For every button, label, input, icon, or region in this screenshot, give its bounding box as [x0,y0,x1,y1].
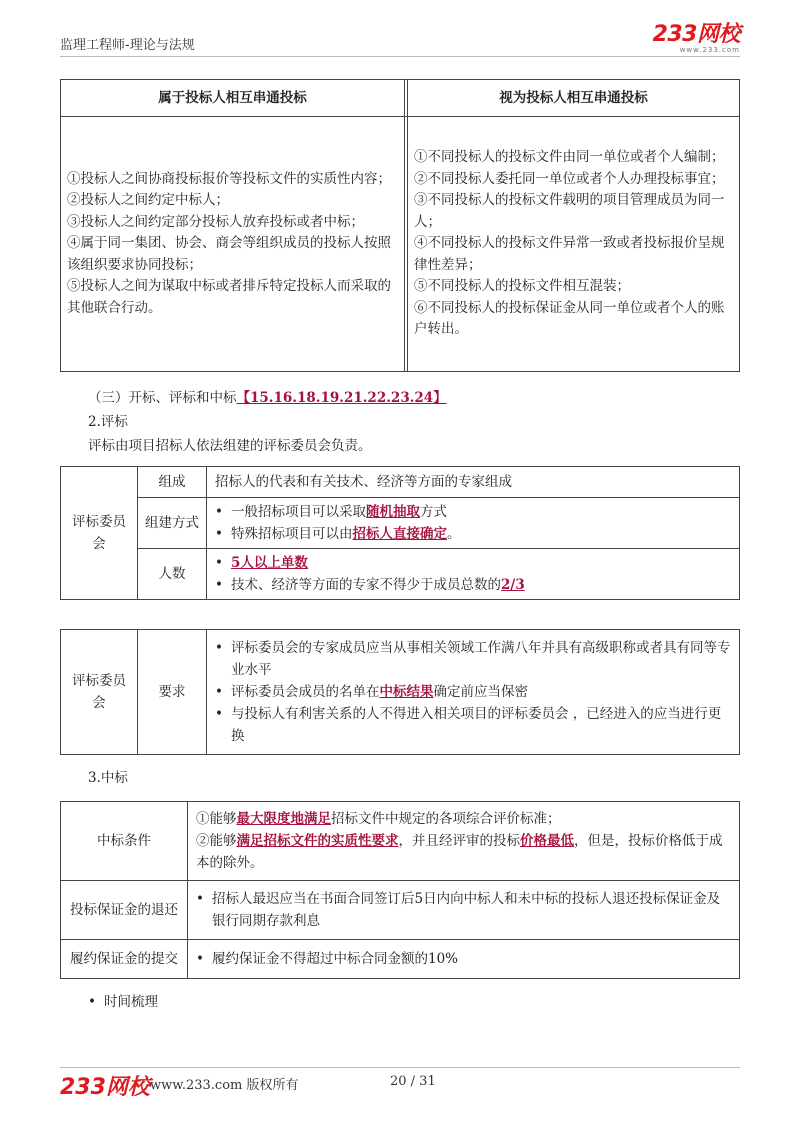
row-label-formation: 组建方式 [138,498,207,549]
collusion-col2-item: ①不同投标人的投标文件由同一单位或者个人编制； [413,149,725,166]
collusion-col1-item: ③投标人之间约定部分投标人放弃投标或者中标； [67,213,364,230]
subheading-evaluation: 2.评标 [88,414,128,430]
performance-bond-bullet: • 履约保证金不得超过中标合同金额的10% [196,948,731,970]
page-number: 20 / 31 [390,1074,436,1089]
bid-bond-refund-bullet: • 招标人最迟应当在书面合同签订后5日内向中标人和未中标的投标人退还投标保证金及银行同期存款利息 [196,888,731,932]
timeline-bullet: • 时间梳理 [88,990,158,1010]
collusion-table [60,79,740,372]
collusion-col2-header: 视为投标人相互串通投标 [407,80,739,117]
collusion-col2-cell [407,117,739,372]
collusion-col2-item: ⑤不同投标人的投标文件相互混装； [413,278,630,295]
collusion-col1-item: ①投标人之间协商投标报价等投标文件的实质性内容； [67,170,391,187]
award-condition-2: ②能够满足招标文件的实质性要求，并且经评审的投标价格最低，但是，投标价格低于成本的除外。 [196,833,723,871]
footer-site: www.233.com 版权所有 [150,1078,299,1093]
requirements-group-label: 评标委员会 [61,630,138,755]
collusion-col1-item: ④属于同一集团、协会、商会等组织成员的投标人按照该组织要求协同投标； [67,235,391,273]
formation-bullet-1: • 一般招标项目可以采取随机抽取方式 [215,501,731,523]
collusion-col1-item: ②投标人之间约定中标人； [67,192,229,209]
logo-url: www.233.com [679,46,740,54]
row-label-composition: 组成 [138,467,207,498]
row-label-bid-bond-refund: 投标保证金的退还 [61,881,188,940]
exam-years-link[interactable]: 【15.16.18.19.21.22.23.24】 [236,390,447,406]
row-label-performance-bond: 履约保证金的提交 [61,940,188,979]
award-table [60,801,740,979]
page-header [60,22,740,57]
evaluation-intro: 评标由项目招标人依法组建的评标委员会负责。 [88,438,372,454]
composition-text: 招标人的代表和有关技术、经济等方面的专家组成 [207,467,740,498]
row-label-award-conditions: 中标条件 [61,802,188,881]
collusion-col2-item: ②不同投标人委托同一单位或者个人办理投标事宜； [413,170,725,187]
committee-table [60,466,740,600]
page-footer [60,1067,740,1100]
formation-bullet-2: • 特殊招标项目可以由招标人直接确定。 [215,523,731,545]
formation-cell [207,498,740,549]
collusion-col2-item: ④不同投标人的投标文件异常一致或者投标报价呈规律性差异； [413,235,725,273]
subheading-award: 3.中标 [88,770,128,786]
count-bullet-2: • 技术、经济等方面的专家不得少于成员总数的2/3 [215,574,731,596]
collusion-col1-item: ⑤投标人之间为谋取中标或者排斥特定投标人而采取的其他联合行动。 [67,278,391,316]
count-cell [207,549,740,600]
row-label-count: 人数 [138,549,207,600]
performance-bond-cell [188,940,740,979]
requirement-bullet-2: • 评标委员会成员的名单在中标结果确定前应当保密 [215,681,731,703]
document-title: 监理工程师-理论与法规 [60,38,195,53]
footer-logo[interactable]: 233网校 [60,1075,150,1100]
collusion-col1-cell [61,117,405,372]
award-conditions-cell [188,802,740,881]
collusion-col1-header: 属于投标人相互串通投标 [61,80,405,117]
committee-requirements-table [60,629,740,755]
bid-bond-refund-cell [188,881,740,940]
requirements-cell [207,630,740,755]
collusion-col2-item: ③不同投标人的投标文件载明的项目管理成员为同一人； [413,192,725,230]
award-condition-1: ①能够最大限度地满足招标文件中规定的各项综合评价标准； [196,811,561,827]
requirement-bullet-3: • 与投标人有利害关系的人不得进入相关项目的评标委员会 ，已经进入的应当进行更换 [215,703,731,747]
committee-group-label: 评标委员会 [61,467,138,600]
section-heading: （三）开标、评标和中标【15.16.18.19.21.22.23.24】 [88,390,447,406]
brand-logo[interactable] [653,24,740,54]
row-label-requirements: 要求 [138,630,207,755]
collusion-col2-item: ⑥不同投标人的投标保证金从同一单位或者个人的账户转出。 [413,299,725,338]
requirement-bullet-1: • 评标委员会的专家成员应当从事相关领域工作满八年并具有高级职称或者具有同等专业水平 [215,637,731,681]
logo-text: 233网校 [652,22,740,47]
count-bullet-1: • 5人以上单数 [215,552,731,574]
